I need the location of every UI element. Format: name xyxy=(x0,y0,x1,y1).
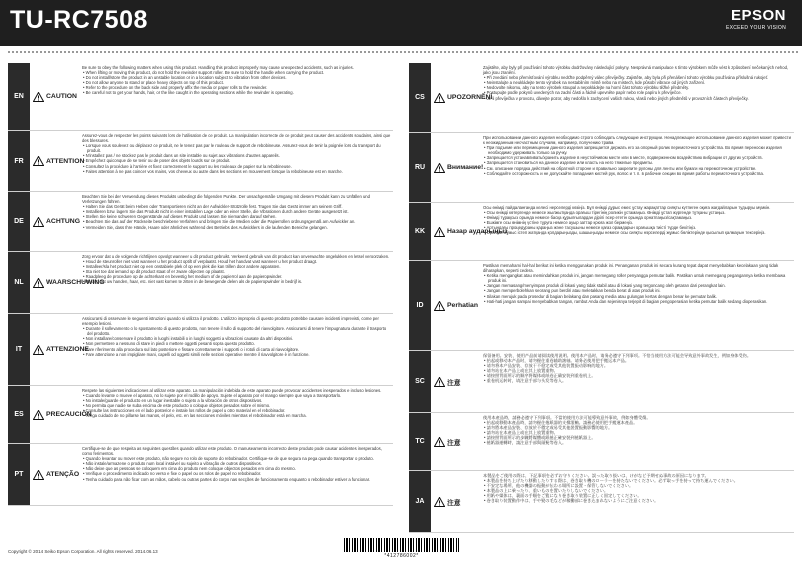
warning-heading xyxy=(30,444,78,505)
warning-triangle-icon xyxy=(33,92,44,102)
list-item: • 不安定な場所、他の機器の振動が伝わる場所に設置・保管しないでください。 xyxy=(483,483,792,488)
list-item: • Lorsque vous soulevez ou déplacez ce produit, ne le tenez pas par le rouleau de support de rebobineuse. Assurez-vous de tenir la poignée lors du transport du produit. xyxy=(82,143,391,153)
warning-intro: Zorg ervoor dat u de volgende richtlijnen opvolgt wanneer u dit product gebruikt. Verkeerd gebruik van dit product kan onverwachte ongelukken en letsel veroorzaken. xyxy=(82,254,390,259)
warning-list xyxy=(483,358,792,383)
warning-list xyxy=(82,143,391,174)
list-item: • Fare riferimento alla procedura sul lato posteriore e fissare correttamente i supporti o i rotoli di carta al riavvolgitore. xyxy=(82,347,391,352)
warning-list xyxy=(82,456,391,481)
language-code: RU xyxy=(409,133,431,202)
warning-section-id xyxy=(409,261,794,351)
warning-triangle-icon xyxy=(33,217,44,227)
warning-label: Назар аударыңыз xyxy=(447,228,508,235)
warning-label: ATTENZIONE xyxy=(46,346,89,353)
list-item: • Артындағы процедураны қараңыз және тасушыны немесе қағаз орамдарын орағышқа тиісті түрде бекітіңіз. xyxy=(483,225,792,230)
list-item: • Cuando levante o mueve el aparato, no lo sujete por el rodillo de apoyo. Sujete el aparato por el mango siempre que vaya a transportarlo. xyxy=(82,393,391,398)
list-item: • Tenga cuidado de no pillarse las manos, el pelo, etc. en las secciones móviles mientras el rebobinador está en marcha. xyxy=(82,413,391,418)
list-item: • Empêchez quiconque de se tenir ou de poser des objets lourds sur ce produit. xyxy=(82,158,391,163)
warning-text xyxy=(78,314,393,385)
warning-heading xyxy=(431,133,484,202)
warning-section-nl xyxy=(8,252,393,314)
dotted-divider xyxy=(8,51,798,53)
warning-label: Внимание! xyxy=(447,164,484,171)
warning-text xyxy=(479,133,794,202)
warning-section-tc xyxy=(409,413,794,471)
warning-heading xyxy=(431,471,479,532)
list-item: • Ешкімге осы өнімнің үстіне тұруға немесе ауыр заттар қоюға жол бермеңіз. xyxy=(483,220,792,225)
language-code: EN xyxy=(8,63,30,130)
warning-section-ru xyxy=(409,133,794,203)
warning-section-ja xyxy=(409,471,794,533)
warning-triangle-icon xyxy=(33,156,44,166)
warning-list xyxy=(483,145,792,176)
list-item: • Jangan memasang/menyimpan produk di lokasi yang tidak stabil atau di lokasi yang tergoncang oleh getaran dari perangkat lain. xyxy=(483,283,792,288)
warning-text xyxy=(78,252,393,313)
list-item: • Installeer/sla het product niet op een onstabiele plek of op een plek die kan trillen door andere apparaten. xyxy=(82,264,391,269)
list-item: • Ketika mengangkat atau memindahkan produk ini, jangan memegang roller penyangga pemutar balik. Pastikan untuk memegang pegangannya ketika membawa produk ini. xyxy=(483,273,792,283)
language-code: CS xyxy=(409,63,431,132)
list-item: • 請勿站在本產品上或在其上放置重物。 xyxy=(483,430,792,435)
list-item: • Fare attenzione a non impigliare mani, capelli od oggetti simili nelle sezioni operative mentre il riavvolgitore è in funzione. xyxy=(82,352,391,357)
warning-text xyxy=(78,386,393,443)
warning-triangle-icon xyxy=(434,227,445,237)
list-item: • No instale/guarde el producto en un lugar inestable o sujeto a la vibración de otros dispositivos. xyxy=(82,398,391,403)
list-item: • Houd de steunroller niet vast wanneer u het product optilt of verplaatst. Houd het handvat vast wanneer u het product draagt. xyxy=(82,259,391,264)
warning-triangle-icon xyxy=(33,470,44,480)
list-item: • Je-li převíječka v provozu, dávejte pozor, aby nedošlo k zachycení vašich rukou, vlasů nebo jiných předmětů v provozních částech převíječky. xyxy=(483,96,792,101)
list-item: • Sta niet toe dat iemand op dit product staat of er zware objecten op plaatst. xyxy=(82,269,391,274)
language-code: DE xyxy=(8,192,30,251)
warning-list xyxy=(483,210,792,235)
list-item: • Consultez la procédure à l'arrière et fixez correctement le support ou les rouleaux de papier sur la rebobineuse. xyxy=(82,164,391,169)
warning-text xyxy=(479,63,794,132)
warning-intro: Respete las siguientes indicaciones al utilizar este aparato. La manipulación indebida de este aparato puede provocar accidentes inesperados e incluso lesiones. xyxy=(82,388,382,393)
list-item: • Raadpleeg de procedure op de achterkant en bevestig het medium of de papierrol aan de papieropwinder. xyxy=(82,274,391,279)
warning-section-fr xyxy=(8,131,393,192)
list-item: • Tenha cuidado para não ficar com as mãos, cabelo ou outras partes do corpo nas secções de funcionamento enquanto o rebobinador estiver a funcionar. xyxy=(82,477,391,482)
warning-text xyxy=(78,444,393,505)
barcode-number: *412786002* xyxy=(384,553,419,559)
warning-triangle-icon xyxy=(434,497,445,507)
warning-heading xyxy=(30,131,85,191)
warning-list xyxy=(483,273,792,304)
list-item: • Осы өнімді көтергенде немесе жылжытқанда орағыш тірегінің роликін ұстамаңыз. Өнімді ұстап жүргенде тұтқаны ұстаңыз. xyxy=(483,210,792,215)
list-item: • 巻き取り装置動作中は、手や髪の毛などが稼働部に巻き込まれないようにご注意ください。 xyxy=(483,498,792,503)
warning-section-kk xyxy=(409,203,794,261)
warning-text xyxy=(479,351,794,412)
language-code: IT xyxy=(8,314,30,385)
list-item: • При подъеме или перемещении данного изделия запрещается держать его за опорный ролик перемоточного устройства. Во время переноски изделия необходимо удерживать только за ручку. xyxy=(483,145,792,155)
list-item: • Postupujte podle pokynů uvedených na zadní části a řádně upevněte papír nebo role papíru k převíječce. xyxy=(483,90,792,95)
list-item: • 请按照背面所示的顺序将媒体或纸卷正确安装到重卷机上。 xyxy=(483,373,792,378)
warning-text xyxy=(78,63,393,130)
list-item: • Quando levantar ou mover este produto, não segure no rolo de suporte do rebobinador. Certifique-se de que segura na pega quando transportar o produto. xyxy=(82,456,391,461)
list-item: • Hati-hati jangan sampai menyebabkan tangan, rambut Anda dan sejenisnya terjepit di bagian pengoperasian ketika pemutar balik sedang dioperasikan. xyxy=(483,299,792,304)
warning-intro: Beachten Sie bei der Verwendung dieses Produkts unbedingt die folgenden Punkte. Der unsachgemäße Umgang mit diesem Produkt kann zu Unfällen und Verletzungen führen. xyxy=(82,194,370,205)
warning-list xyxy=(82,259,391,284)
list-item: • Nedovolte nikomu, aby na tento výrobek stoupal a nepokládejte na horní část tohoto výrobku těžké předměty. xyxy=(483,85,792,90)
list-item: • Non installare/conservare il prodotto in luoghi instabili o in luoghi soggetti a vibrazioni causate da altri dispositivi. xyxy=(82,336,391,341)
language-code: FR xyxy=(8,131,30,191)
list-item: • Stellen Sie keine schweren Gegenstände auf dieses Produkt und lassen Sie niemanden darauf stehen. xyxy=(82,214,391,219)
warning-label: ATTENTION xyxy=(46,157,85,165)
warning-label: WAARSCHUWING xyxy=(46,279,105,286)
language-code: ID xyxy=(409,261,431,350)
warning-label: 注意 xyxy=(447,439,461,447)
warning-triangle-icon xyxy=(434,301,445,311)
list-item: • Jangan memperbolehkan seorang pun berdiri atau meletakkan benda berat di atas produk ini. xyxy=(483,288,792,293)
list-item: • Запрещается устанавливать/хранить изделие в неустойчивом месте или в месте, подверженном воздействию вибрации от других устройств. xyxy=(483,155,792,160)
warning-section-sc xyxy=(409,351,794,413)
warning-text xyxy=(479,413,794,470)
list-item: • Silakan merujuk pada prosedur di bagian belakang dan pasang media atau gulungan kertas dengan benar ke pemutar balik. xyxy=(483,294,792,299)
warning-heading xyxy=(431,261,479,350)
warning-text xyxy=(78,131,393,191)
warning-text xyxy=(479,203,794,260)
warning-heading xyxy=(30,314,89,385)
list-item: • Neinstalujte a neukládejte tento výrobek na nestabilním místě nebo na místech, kde působí vibrace od jiných zařízení. xyxy=(483,80,792,85)
warning-label: ACHTUNG xyxy=(46,218,80,225)
list-item: • Pas op dat uw handen, haar, etc. niet vast komen te zitten in de bewegende delen als de papieropwinder in bedrijf is. xyxy=(82,279,391,284)
warning-triangle-icon xyxy=(434,163,445,173)
warning-list xyxy=(483,420,792,445)
list-item: • Beachten Sie das auf der Rückseite beschriebene Verfahren und bringen Sie die Medien oder die Papierrollen ordnungsgemäß am Aufwickler an. xyxy=(82,219,391,224)
list-item: • Verifique o procedimento indicado no verso e fixe o papel ou os rolos de papel no rebobinador. xyxy=(82,471,391,476)
list-item: • 請按照背面所示的步驟將媒體或紙捲正確安裝到捲紙器上。 xyxy=(483,435,792,440)
warning-label: PRECAUCIÓN xyxy=(46,411,92,418)
list-item: • Refer to the procedure on the back side and properly affix the media or paper rolls to the rewinder. xyxy=(82,85,391,90)
warning-label: 注意 xyxy=(447,379,461,387)
list-item: • Do not install/store the product in an unstable location or in a location subject to vibration from other devices. xyxy=(82,75,391,80)
list-item: • 本製品を持ち上げたり移動したりする際は、巻き取り機のローラーを持たないでください。必ず取っ手を持って持ち運んでください。 xyxy=(483,478,792,483)
list-item: • Be careful not to get your hands, hair, or the like caught in the operating sections while the rewinder is operating. xyxy=(82,90,391,95)
list-item: • 請勿將本產品安裝、存放於不穩定或易受其他裝置振動影響的地方。 xyxy=(483,425,792,430)
warning-triangle-icon xyxy=(33,410,44,420)
warning-list xyxy=(483,75,792,100)
warning-heading xyxy=(30,192,78,251)
language-code: JA xyxy=(409,471,431,532)
warning-label: 注意 xyxy=(447,499,461,507)
warning-triangle-icon xyxy=(434,377,445,387)
list-item: • См. описание порядка действий на обратной стороне и правильно закрепите рулоны для ленты или бумаги на перемоточном устройстве. xyxy=(483,166,792,171)
brand-name: EPSON xyxy=(730,7,786,24)
list-item: • 用紙や媒体は、裏面の手順をご覧になり巻き取り装置に正しく固定してください。 xyxy=(483,493,792,498)
warning-section-it xyxy=(8,314,393,386)
list-item: • Durante il sollevamento o lo spostamento di questo prodotto, non tenere il rullo di supporto del riavvolgitore. Assicurarsi di tenere l'impugnatura durante il trasporto del prodotto. xyxy=(82,326,391,336)
model-title: TU-RC7508 xyxy=(10,6,148,34)
warning-list xyxy=(82,204,391,229)
barcode xyxy=(344,538,459,552)
warning-intro: Осы өнімді пайдаланғанда келесі нерселерді көзіңіз. Бұл өнімді дұрыс емес ұстау жарақаттар сияқты күтпеген оқиға жағдайларын тудыруы мүмкін. xyxy=(483,205,771,210)
list-item: • 抬起或移动本产品时，请勿握住重卷辅助滚轴。请务必使用把手搬运本产品。 xyxy=(483,358,792,363)
warning-section-es xyxy=(8,386,393,444)
list-item: • Não instale/armazene o produto num local instável ou sujeito a vibração de outros dispositivos. xyxy=(82,461,391,466)
language-code: PT xyxy=(8,444,30,505)
warning-heading xyxy=(30,386,92,443)
warning-label: Perhatian xyxy=(447,302,478,309)
list-item: • 请勿站在本产品上或在其上放置重物。 xyxy=(483,368,792,373)
header-bar xyxy=(0,0,802,46)
warning-intro: Be sure to obey the following matters when using this product. Handling this product improperly may cause unexpected accidents, such as injuries. xyxy=(82,65,354,70)
language-code: SC xyxy=(409,351,431,412)
warning-list xyxy=(82,393,391,418)
warning-label: ATENÇÃO xyxy=(46,471,80,478)
warning-list xyxy=(82,326,391,357)
list-item: • When lifting or moving this product, do not hold the rewinder support roller. Be sure to hold the handle when carrying the product. xyxy=(82,70,391,75)
list-item: • Não deixe que as pessoas se coloquem em cima do produto nem coloque objectos pesados em cima do mesmo. xyxy=(82,466,391,471)
warning-heading xyxy=(431,351,479,412)
right-column xyxy=(409,63,794,533)
warning-heading xyxy=(431,413,479,470)
warning-heading xyxy=(30,63,78,130)
warning-section-en xyxy=(8,63,393,131)
warning-label: UPOZORNĚNÍ xyxy=(447,94,493,101)
warning-triangle-icon xyxy=(33,345,44,355)
language-code: TC xyxy=(409,413,431,470)
warning-heading xyxy=(431,203,508,260)
warning-section-cs xyxy=(409,63,794,133)
warning-triangle-icon xyxy=(434,93,445,103)
list-item: • 本製品の上に乗ったり、重いものを置いたりしないでください。 xyxy=(483,488,792,493)
warning-triangle-icon xyxy=(33,278,44,288)
warning-intro: Assurez-vous de respecter les points suivants lors de l'utilisation de ce produit. La manipulation incorrecte de ce produit peut causer des accidents soudains, ainsi que des blessures. xyxy=(82,133,391,144)
list-item: • Halten Sie das Gerät beim Heben oder Transportieren nicht an der Aufwickler-Stützrolle fest. Tragen Sie das Gerät immer am seinem Griff. xyxy=(82,204,391,209)
brand-tagline: EXCEED YOUR VISION xyxy=(725,25,786,31)
warning-section-pt xyxy=(8,444,393,506)
language-code: KK xyxy=(409,203,431,260)
warning-intro: Assicurarsi di osservare le seguenti istruzioni quando si utilizza il prodotto. L'utilizzo improprio di questo prodotto potrebbe causare incidenti imprevisti, come per esempio lesioni. xyxy=(82,316,379,327)
warning-list xyxy=(483,478,792,503)
copyright: Copyright © 2014 Seiko Epson Corporation. All rights reserved. 2014.06.13 xyxy=(8,549,158,554)
list-item: • Do not allow anyone to stand or place heavy objects on top of this product. xyxy=(82,80,391,85)
warning-heading xyxy=(30,252,105,313)
warning-triangle-icon xyxy=(434,437,445,447)
warning-label: CAUTION xyxy=(46,93,77,100)
list-item: • 抬起或移動本產品時，請勿握住捲紙器的支撐滾軸。請務必使用把手搬運本產品。 xyxy=(483,420,792,425)
list-item: • N'installez pas / ne stockez pas le produit dans un site instable ou sujet aux vibrations d'autres appareils. xyxy=(82,153,391,158)
list-item: • Installieren bzw. lagern Sie das Produkt nicht in einer instabilen Lage oder an einer Stelle, die Vibrationen durch andere Geräte ausgesetzt ist. xyxy=(82,209,391,214)
epson-logo xyxy=(726,8,786,31)
list-item: • Орағыш жұмыс істеп жатқанда қолдарыңызды, шашыңызды немесе осы сияқты нәрселерді жұмыс бөліктерінде қысылып қалмауын тексеріңіз. xyxy=(483,230,792,235)
warning-text xyxy=(78,192,393,251)
warning-section-de xyxy=(8,192,393,252)
list-item: • Өнімді тұрақсыз орында немесе басқа құрылғылардан дірілі әсер ететін орында орнатпаңыз/сақтамаңыз. xyxy=(483,215,792,220)
language-code: ES xyxy=(8,386,30,443)
list-item: • 重卷机运转时，请注意手部与头发等卷入。 xyxy=(483,378,792,383)
list-item: • Faites attention à ne pas coincer vos mains, vos cheveux ou autre dans les sections en mouvement lorsque la rebobineuse est en marche. xyxy=(82,169,391,174)
warning-intro: При использовании данного изделия необходимо строго соблюдать следующие инструкции. Ненадлежащее использование данного изделия может привести к неожиданным несчастным случаям, например, получению травм. xyxy=(483,135,791,146)
list-item: • Vermeiden Sie, dass Ihre Hände, Haare oder ähnliches während des Betriebs des Aufwicklers in die laufenden Bereiche gelangen. xyxy=(82,225,391,230)
list-item: • Při zvedání nebo přemísťování výrobku nedržte podpěrný válec převíječky. Zajistěte, aby byla při přenášení tohoto výrobku používána příslušná rukojeť. xyxy=(483,75,792,80)
warning-intro: Certifique-se de que respeita as seguintes questões quando utilizar este produto. O manuseamento incorrecto deste produto pode causar acidentes inesperados, como ferimentos. xyxy=(82,446,382,457)
list-item: • 捲紙器運轉時，請注意手部與頭髮等卷入。 xyxy=(483,440,792,445)
list-item: • 请勿将本产品安装、存放于不稳定或受其他装置振动影响的地方。 xyxy=(483,363,792,368)
left-column xyxy=(8,63,393,506)
warning-heading xyxy=(431,63,493,132)
warning-intro: 本製品をご使用の際は、下記事項を必ずお守りください。誤った取り扱いは、けがなど予期せぬ事故の原因になります。 xyxy=(483,473,709,478)
warning-intro: Zajistěte, aby byly při používání tohoto výrobku dodržovány následující pokyny. Nesprávná manipulace s tímto výrobkem může vést k způsobení nečekaných nehod, jako jsou zranění. xyxy=(483,65,789,76)
list-item: • Non permettere a nessuno di stare in piedi o mettere oggetti pesanti sopra questo prodotto. xyxy=(82,341,391,346)
language-code: NL xyxy=(8,252,30,313)
warning-list xyxy=(82,70,391,95)
warning-text xyxy=(479,471,794,532)
warning-intro: 使用本產品時，請務必遵守下列事項。不當的使用方法可能導致意外事故，例如身體受傷。 xyxy=(483,415,651,420)
list-item: • No permita que nadie se suba encima de este producto o coloque objetos pesados sobre el mismo. xyxy=(82,403,391,408)
list-item: • Запрещается становиться на данное изделие или класть на него тяжелые предметы. xyxy=(483,160,792,165)
list-item: • Consulte las instrucciones en el lado posterior e instale los rollos de papel u otro material en el rebobinador. xyxy=(82,408,391,413)
list-item: • Соблюдайте осторожность и не допускайте попадания кистей рук, волос и т. п. в рабочие секции во время работы перемоточного устройства. xyxy=(483,171,792,176)
warning-text xyxy=(479,261,794,350)
warning-intro: Pastikan memahami hal-hal berikut ini ketika menggunakan produk ini. Penanganan produk ini secara kurang tepat dapat menyebabkan kecelakaan yang tidak diharapkan, seperti cedera. xyxy=(483,263,779,274)
warning-intro: 保留备用。安装、使用产品前请阅读使用说明。使用本产品时，请务必遵守下列事项。不恰当使用方法可能会导致意外事故发生，例如身体受伤。 xyxy=(483,353,752,358)
